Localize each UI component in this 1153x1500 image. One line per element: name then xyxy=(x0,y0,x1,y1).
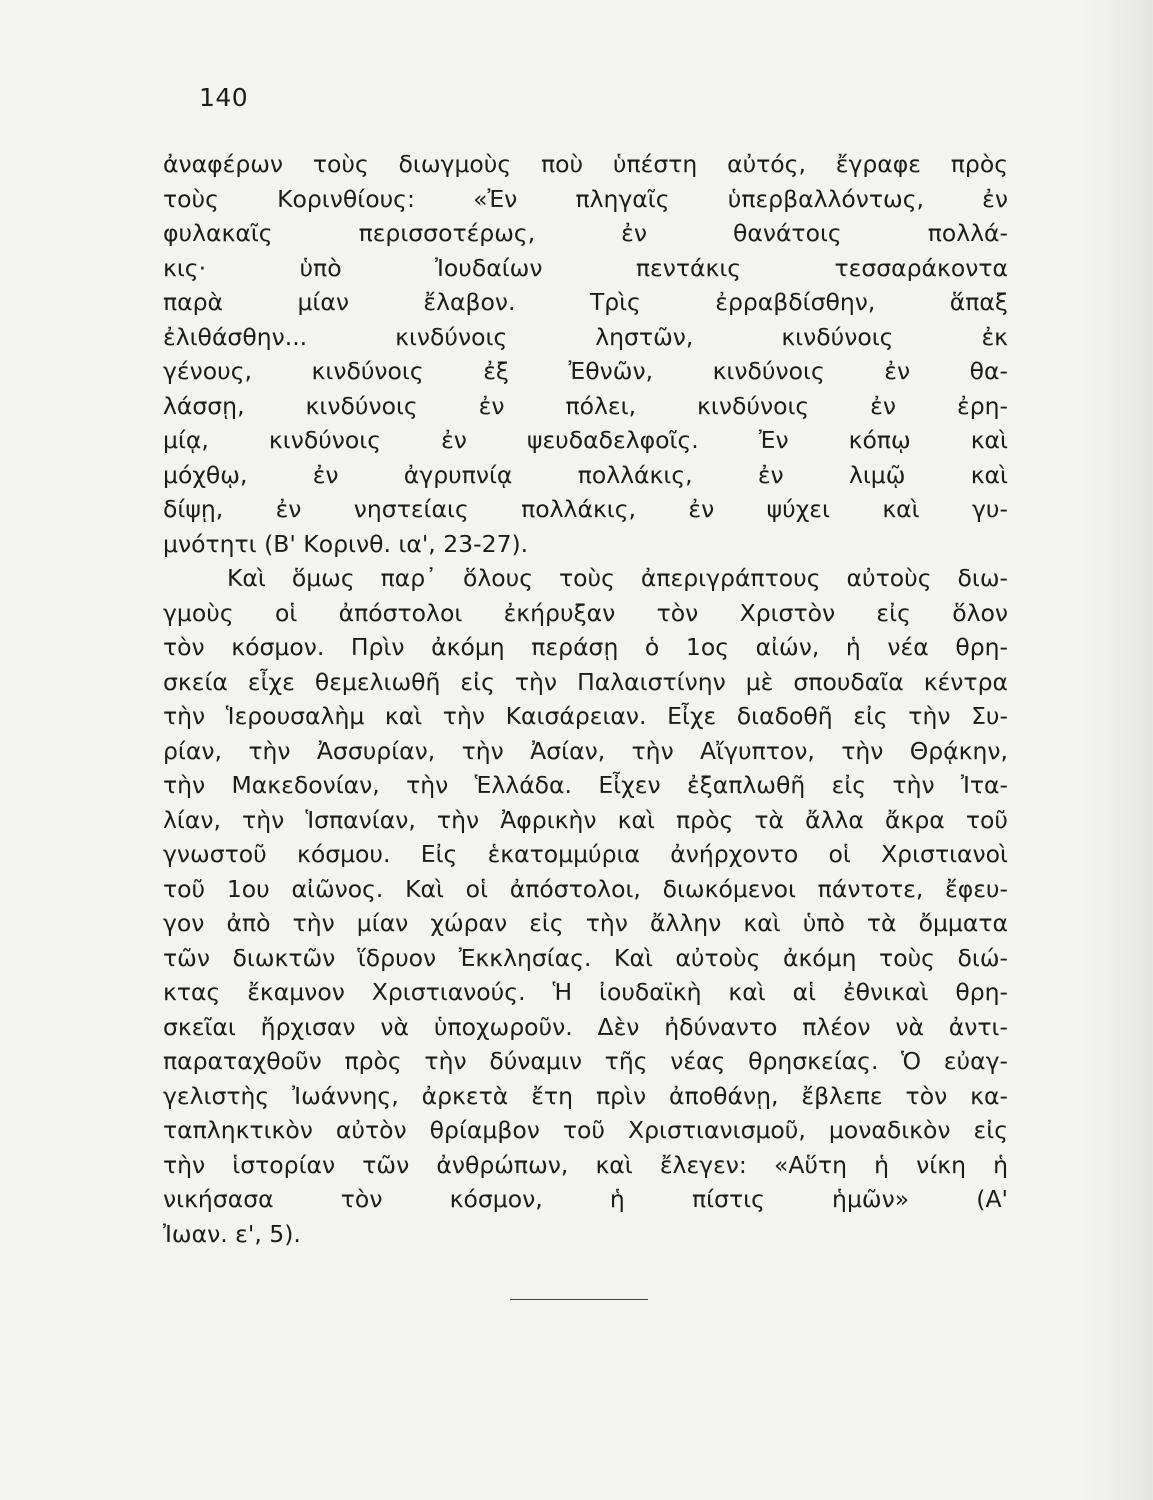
text-line: παραταχθοῦν πρὸς τὴν δύναμιν τῆς νέας θρησκείας. Ὁ εὐαγ- xyxy=(163,1047,1008,1075)
section-end-rule xyxy=(510,1299,648,1300)
text-line: κτας ἔκαμνον Χριστιανούς. Ἡ ἰουδαϊκὴ καὶ αἱ ἐθνικαὶ θρη- xyxy=(163,978,1008,1006)
text-line: ἐλιθάσθην... κινδύνοις ληστῶν, κινδύνοις ἐκ xyxy=(163,322,1008,351)
text-line: τῶν διωκτῶν ἵδρυον Ἐκκλησίας. Καὶ αὐτοὺς ἀκόμη τοὺς διώ- xyxy=(163,943,1008,972)
text-line: φυλακαῖς περισσοτέρως, ἐν θανάτοις πολλά- xyxy=(163,219,1008,247)
text-line: γελιστὴς Ἰωάννης, ἀρκετὰ ἔτη πρὶν ἀποθάνῃ, ἔβλεπε τὸν κα- xyxy=(163,1081,1008,1110)
text-line: ρίαν, τὴν Ἀσσυρίαν, τὴν Ἀσίαν, τὴν Αἴγυπτον, τὴν Θρᾴκην, xyxy=(163,736,1008,765)
text-line: τὴν Μακεδονίαν, τὴν Ἑλλάδα. Εἶχεν ἐξαπλωθῆ εἰς τὴν Ἰτα- xyxy=(163,771,1008,799)
text-line: νικήσασα τὸν κόσμον, ἡ πίστις ἡμῶν» (Α' xyxy=(163,1185,1008,1213)
text-line: σκεῖαι ἤρχισαν νὰ ὑποχωροῦν. Δὲν ἠδύναντο πλέον νὰ ἀντι- xyxy=(163,1012,1008,1041)
text-line: γνωστοῦ κόσμου. Εἰς ἑκατομμύρια ἀνήρχοντο οἱ Χριστιανοὶ xyxy=(163,840,1008,868)
text-line: γένους, κινδύνοις ἐξ Ἐθνῶν, κινδύνοις ἐν θα- xyxy=(163,357,1008,385)
text-line: δίψῃ, ἐν νηστείαις πολλάκις, ἐν ψύχει καὶ γυ- xyxy=(163,495,1008,523)
page-edge-shadow xyxy=(1083,0,1153,1500)
text-line: λάσσῃ, κινδύνοις ἐν πόλει, κινδύνοις ἐν ἐρη- xyxy=(163,391,1008,420)
paragraph-end-line: μνότητι (Β' Κορινθ. ια', 23-27). xyxy=(163,529,529,558)
text-line: γμοὺς οἱ ἀπόστολοι ἐκήρυξαν τὸν Χριστὸν εἰς ὅλον xyxy=(163,598,1008,627)
body-text xyxy=(163,147,1008,1251)
text-line: ἀναφέρων τοὺς διωγμοὺς ποὺ ὑπέστη αὐτός, ἔγραφε πρὸς xyxy=(163,150,1008,178)
text-line: τὸν κόσμον. Πρὶν ἀκόμη περάσῃ ὁ 1ος αἰών, ἡ νέα θρη- xyxy=(163,633,1008,661)
text-line: παρὰ μίαν ἔλαβον. Τρὶς ἐρραβδίσθην, ἅπαξ xyxy=(163,288,1008,316)
text-line: λίαν, τὴν Ἱσπανίαν, τὴν Ἀφρικὴν καὶ πρὸς τὰ ἄλλα ἄκρα τοῦ xyxy=(163,805,1008,834)
text-line: τὴν ἱστορίαν τῶν ἀνθρώπων, καὶ ἔλεγεν: «Αὕτη ἡ νίκη ἡ xyxy=(163,1150,1008,1179)
text-line: τὴν Ἱερουσαλὴμ καὶ τὴν Καισάρειαν. Εἶχε διαδοθῆ εἰς τὴν Συ- xyxy=(163,702,1008,730)
page-number: 140 xyxy=(199,83,249,112)
text-line: μόχθῳ, ἐν ἀγρυπνίᾳ πολλάκις, ἐν λιμῷ καὶ xyxy=(163,460,1008,489)
text-line: σκεία εἶχε θεμελιωθῆ εἰς τὴν Παλαιστίνην μὲ σπουδαῖα κέντρα xyxy=(163,667,1008,696)
text-line: τοὺς Κορινθίους: «Ἐν πληγαῖς ὑπερβαλλόντως, ἐν xyxy=(163,184,1008,213)
text-line: ταπληκτικὸν αὐτὸν θρίαμβον τοῦ Χριστιανισμοῦ, μοναδικὸν εἰς xyxy=(163,1116,1008,1144)
text-line: μίᾳ, κινδύνοις ἐν ψευδαδελφοῖς. Ἐν κόπῳ καὶ xyxy=(163,426,1008,454)
text-line: κις· ὑπὸ Ἰουδαίων πεντάκις τεσσαράκοντα xyxy=(163,253,1008,282)
text-line: γον ἀπὸ τὴν μίαν χώραν εἰς τὴν ἄλλην καὶ ὑπὸ τὰ ὄμματα xyxy=(163,909,1008,937)
text-line: τοῦ 1ου αἰῶνος. Καὶ οἱ ἀπόστολοι, διωκόμενοι πάντοτε, ἔφευ- xyxy=(163,874,1008,903)
paragraph-end-line: Ἰωαν. ε', 5). xyxy=(163,1219,301,1248)
paragraph-start-line: Καὶ ὅμως παρ᾿ ὅλους τοὺς ἀπεριγράπτους αὐτοὺς διω- xyxy=(227,564,1008,592)
